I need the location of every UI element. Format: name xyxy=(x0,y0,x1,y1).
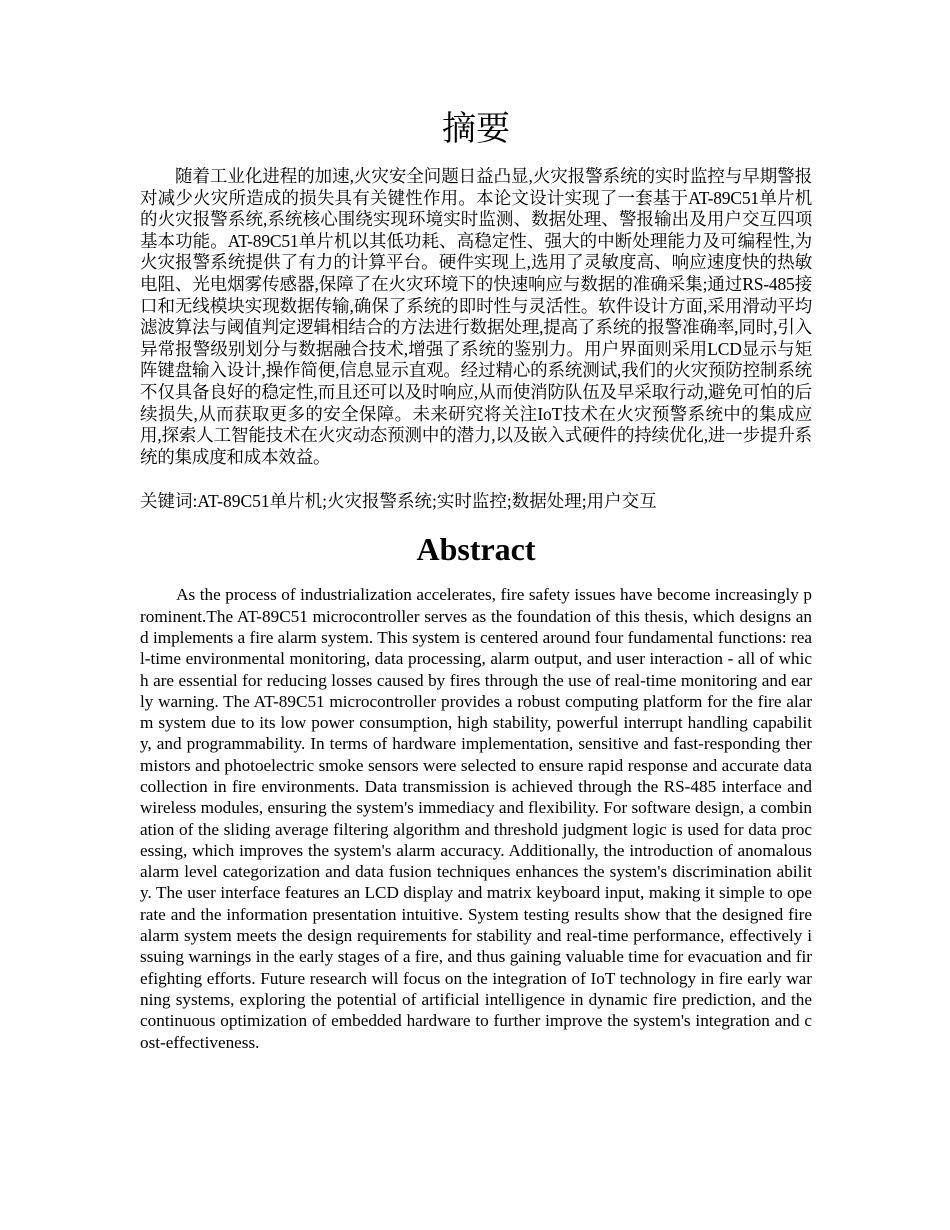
chinese-abstract-body: 随着工业化进程的加速,火灾安全问题日益凸显,火灾报警系统的实时监控与早期警报对减少火灾所造成的损失具有关键性作用。本论文设计实现了一套基于AT-89C51单片机的火灾报警系统,系统核心围绕实现环境实时监测、数据处理、警报输出及用户交互四项基本功能。AT-89C51单片机以其低功耗、高稳定性、强大的中断处理能力及可编程性,为火灾报警系统提供了有力的计算平台。硬件实现上,选用了灵敏度高、响应速度快的热敏电阻、光电烟雾传感器,保障了在火灾环境下的快速响应与数据的准确采集;通过RS-485接口和无线模块实现数据传输,确保了系统的即时性与灵活性。软件设计方面,采用滑动平均滤波算法与阈值判定逻辑相结合的方法进行数据处理,提高了系统的报警准确率,同时,引入异常报警级别划分与数据融合技术,增强了系统的鉴别力。用户界面则采用LCD显示与矩阵键盘输入设计,操作简便,信息显示直观。经过精心的系统测试,我们的火灾预防控制系统不仅具备良好的稳定性,而且还可以及时响应,从而使消防队伍及早采取行动,避免可怕的后续损失,从而获取更多的安全保障。未来研究将关注IoT技术在火灾预警系统中的集成应用,探索人工智能技术在火灾动态预测中的潜力,以及嵌入式硬件的持续优化,进一步提升系统的集成度和成本效益。 xyxy=(140,166,812,467)
chinese-keywords: 关键词:AT-89C51单片机;火灾报警系统;实时监控;数据处理;用户交互 xyxy=(140,491,657,512)
english-abstract-title: Abstract xyxy=(416,531,536,568)
document-page xyxy=(140,108,812,1053)
chinese-abstract-title: 摘要 xyxy=(442,111,510,148)
english-abstract-body: As the process of industrialization accelerates, fire safety issues have become increasingly prominent.The AT-89C51 microcontroller serves as the foundation of this thesis, which designs and implements a fire alarm system. This system is centered around four fundamental functions: real-time environmental monitoring, data processing, alarm output, and user interaction - all of which are essential for reducing losses caused by fires through the use of real-time monitoring and early warning. The AT-89C51 microcontroller provides a robust computing platform for the fire alarm system due to its low power consumption, high stability, powerful interrupt handling capability, and programmability. In terms of hardware implementation, sensitive and fast-responding thermistors and photoelectric smoke sensors were selected to ensure rapid response and accurate data collection in fire environments. Data transmission is achieved through the RS-485 interface and wireless modules, ensuring the system's immediacy and flexibility. For software design, a combination of the sliding average filtering algorithm and threshold judgment logic is used for data processing, which improves the system's alarm accuracy. Additionally, the introduction of anomalous alarm level categorization and data fusion techniques enhances the system's discrimination ability. The user interface features an LCD display and matrix keyboard input, making it simple to operate and the information presentation intuitive. System testing results show that the designed fire alarm system meets the design requirements for stability and real-time performance, effectively issuing warnings in the early stages of a fire, and thus gaining valuable time for evacuation and firefighting efforts. Future research will focus on the integration of IoT technology in fire early warning systems, exploring the potential of artificial intelligence in dynamic fire prediction, and the continuous optimization of embedded hardware to further improve the system's integration and cost-effectiveness. xyxy=(140,585,812,1052)
